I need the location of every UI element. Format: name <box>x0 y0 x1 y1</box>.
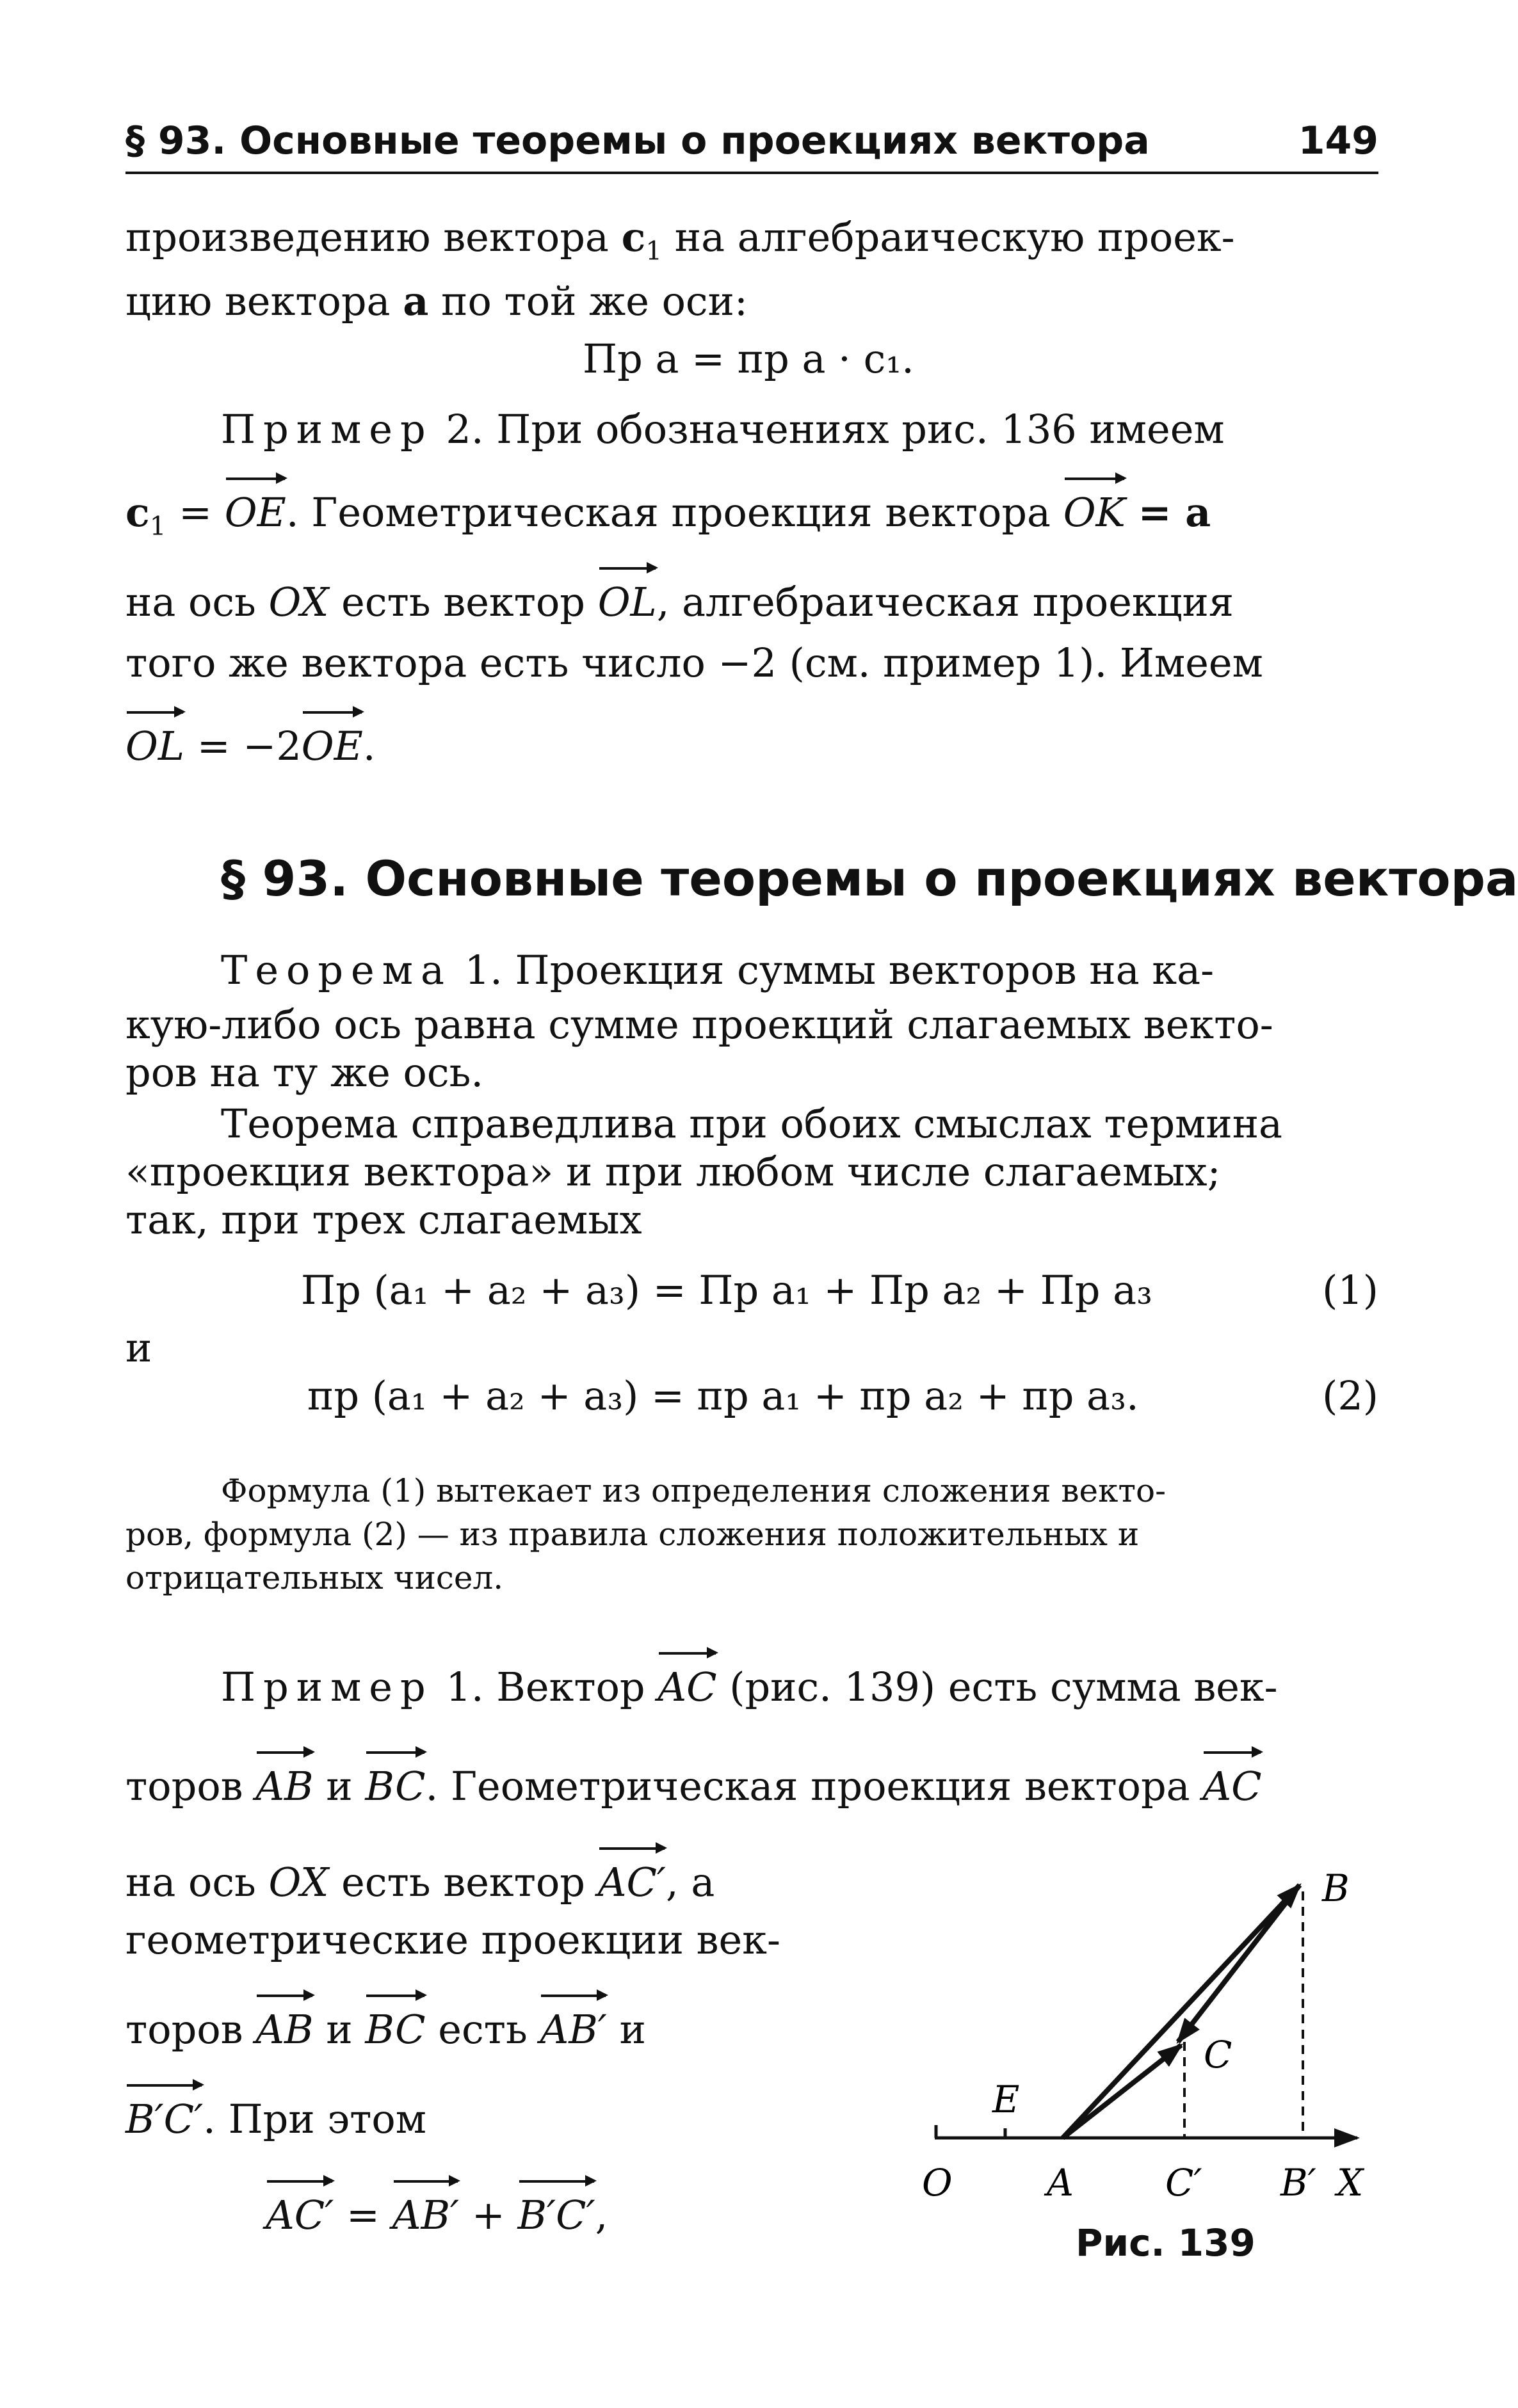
label-B: B <box>1322 1866 1350 1910</box>
section-title: § 93. Основные теоремы о проекциях вектора <box>221 850 1518 907</box>
theorem-line-2: кую-либо ось равна сумме проекций слагаемых векто- <box>125 1001 1273 1048</box>
label-C1: C′ <box>1165 2161 1202 2204</box>
theorem-line-1: Теорема 1. Проекция суммы векторов на ка- <box>221 947 1215 993</box>
figure-caption: Рис. 139 <box>1076 2221 1256 2265</box>
formula-2: пр (a₁ + a₂ + a₃) = пр a₁ + пр a₂ + пр a₃. <box>307 1372 1139 1419</box>
example2-line-1: Пример 2. При обозначениях рис. 136 имеем <box>221 406 1225 453</box>
label-X: X <box>1337 2161 1364 2204</box>
para2-line-2: «проекция вектора» и при любом числе слагаемых; <box>125 1148 1221 1195</box>
smallprint-line-1: Формула (1) вытекает из определения сложения векто- <box>221 1472 1167 1509</box>
vector-BC-line <box>1178 1885 1300 2042</box>
figure-139 <box>922 1856 1383 2215</box>
vector-OK: OK <box>1063 489 1126 536</box>
label-C: C <box>1204 2033 1232 2076</box>
para2-line-3: так, при трех слагаемых <box>125 1196 642 1243</box>
example2-line-4: того же вектора есть число −2 (см. пример 1). Имеем <box>125 639 1263 686</box>
intro-line-2: цию вектора a по той же оси: <box>125 278 748 325</box>
example1-line-1: Пример 1. Вектор AC (рис. 139) есть сумма век- <box>221 1664 1278 1710</box>
example2-line-3: на ось OX есть вектор OL, алгебраическая проекция <box>125 579 1234 625</box>
formula-1-number: (1) <box>1322 1267 1378 1313</box>
label-A: A <box>1047 2161 1074 2204</box>
page-number: 149 <box>1298 118 1378 163</box>
example1-formula: AC′ = AB′ + B′C′, <box>266 2192 608 2238</box>
smallprint-line-3: отрицательных чисел. <box>125 1559 504 1596</box>
example1-line-3: на ось OX есть вектор AC′, а <box>125 1859 715 1906</box>
formula-2-number: (2) <box>1322 1372 1378 1419</box>
example1-line-2: торов AB и BC. Геометрическая проекция вектора AC <box>125 1763 1262 1810</box>
formula-and: и <box>125 1324 152 1371</box>
running-title: § 93. Основные теоремы о проекциях вектора <box>125 118 1150 163</box>
smallprint-line-2: ров, формула (2) — из правила сложения положительных и <box>125 1516 1140 1553</box>
formula-1: Пр (a₁ + a₂ + a₃) = Пр a₁ + Пр a₂ + Пр a₃ <box>301 1267 1152 1313</box>
intro-line-1: произведению вектора $c_1$ на алгебраическую проек- <box>125 214 1235 266</box>
vector-AC: AC <box>658 1664 717 1710</box>
vector-OE: OE <box>224 489 286 536</box>
label-E: E <box>992 2078 1020 2121</box>
example1-line-6: B′C′. При этом <box>125 2096 426 2142</box>
example1-line-5: торов AB и BC есть AB′ и <box>125 2006 646 2053</box>
example2-line-2: $c_1$ = OE. Геометрическая проекция вектора OK = a <box>125 489 1211 542</box>
vector-OL: OL <box>597 579 657 625</box>
example1-line-4: геометрические проекции век- <box>125 1916 780 1963</box>
label-B1: B′ <box>1280 2161 1316 2204</box>
intro-formula: Пр a = пр a · c₁. <box>583 335 914 382</box>
label-O: O <box>922 2161 953 2204</box>
example2-line-5: OL = −2OE. <box>125 723 376 769</box>
theorem-line-3: ров на ту же ось. <box>125 1049 484 1096</box>
vector-AC-line <box>1063 2045 1181 2138</box>
vector-AB-line <box>1063 1885 1300 2138</box>
para2-line-1: Теорема справедлива при обоих смыслах термина <box>221 1100 1282 1147</box>
header-rule <box>125 172 1378 174</box>
